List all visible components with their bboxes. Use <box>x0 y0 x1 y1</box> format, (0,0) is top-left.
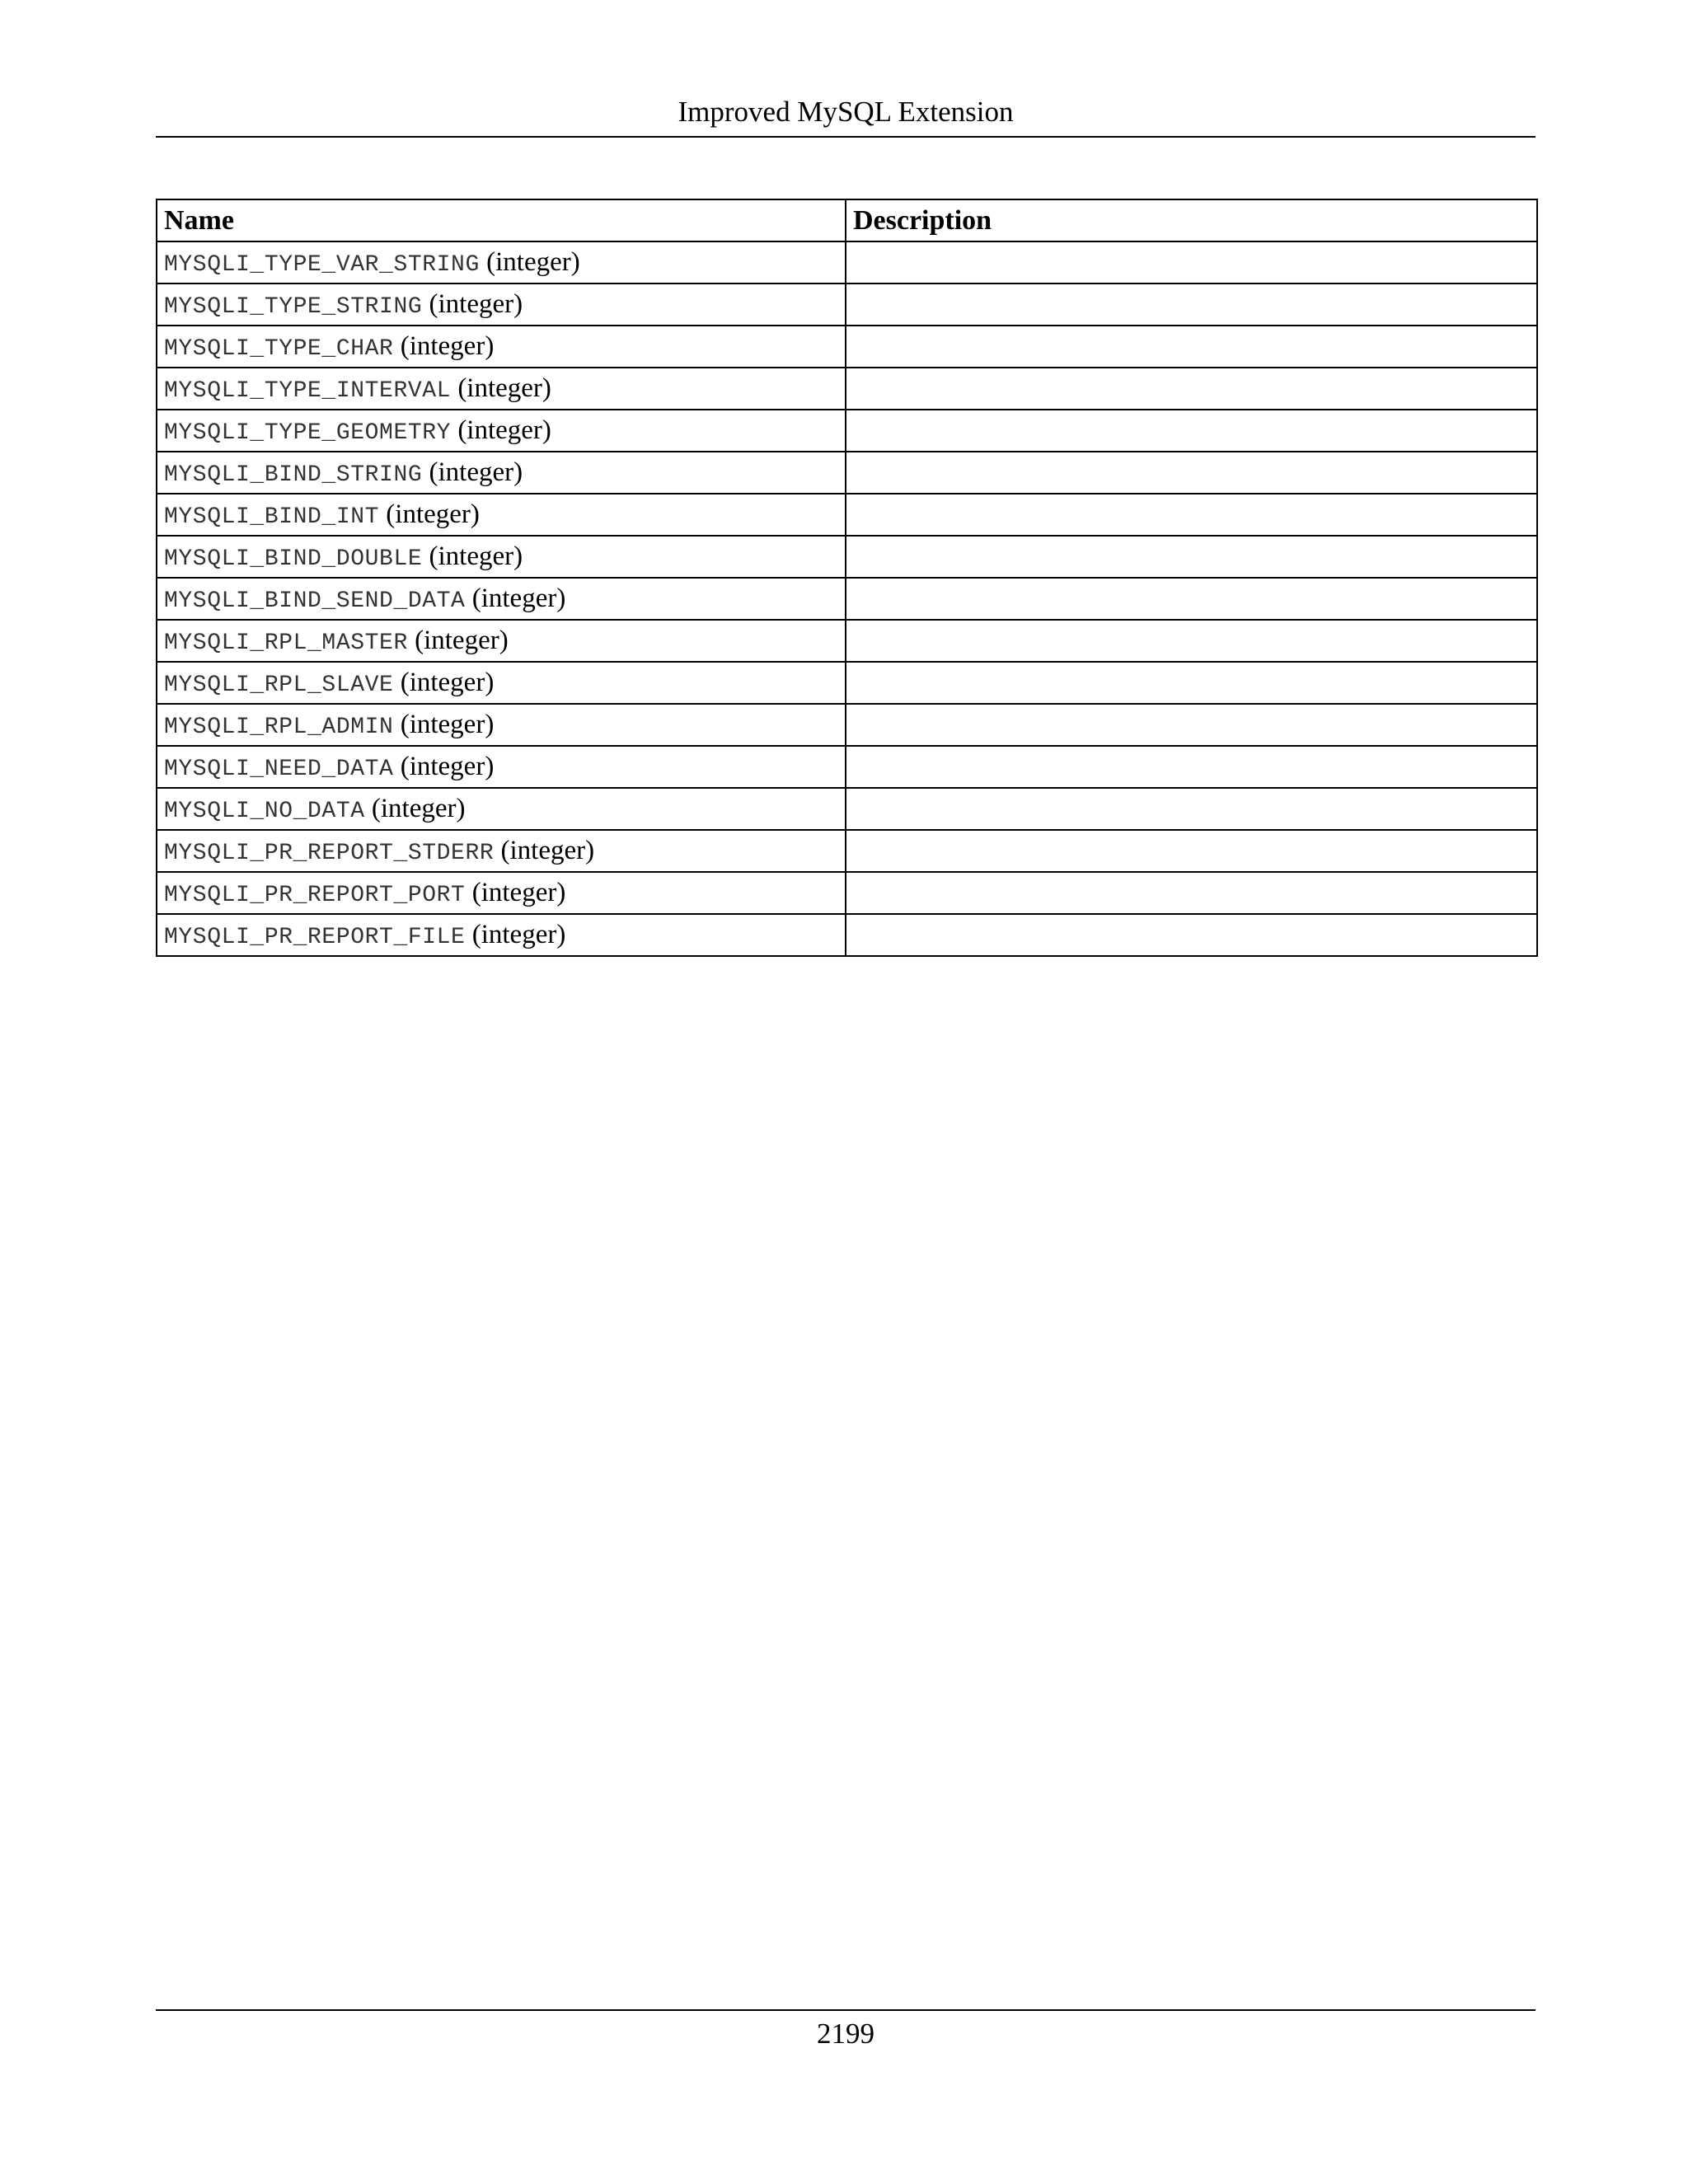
constant-description-cell <box>846 662 1537 704</box>
constant-name-cell <box>157 368 846 410</box>
table-row <box>157 536 1537 578</box>
constant-description-cell <box>846 241 1537 284</box>
constant-type: (integer) <box>471 878 566 907</box>
constant-name-cell <box>157 494 846 536</box>
constant-name-cell <box>157 872 846 914</box>
page-number: 2199 <box>817 2018 874 2050</box>
constant-type: (integer) <box>471 920 566 949</box>
constant-description-cell <box>846 326 1537 368</box>
constant-type: (integer) <box>400 710 495 739</box>
page-footer <box>156 2009 1536 2054</box>
constant-name-cell <box>157 662 846 704</box>
table-row <box>157 578 1537 620</box>
constant-name: MYSQLI_RPL_SLAVE <box>164 673 394 698</box>
constant-description-cell <box>846 578 1537 620</box>
constant-name-cell <box>157 410 846 452</box>
column-header-description: Description <box>846 199 1537 241</box>
constant-name: MYSQLI_TYPE_CHAR <box>164 336 394 362</box>
constant-name: MYSQLI_TYPE_GEOMETRY <box>164 420 452 446</box>
table-row <box>157 326 1537 368</box>
constant-type: (integer) <box>471 583 566 613</box>
table-header-row <box>157 199 1537 241</box>
constant-type: (integer) <box>500 836 595 865</box>
table-row <box>157 452 1537 494</box>
constant-description-cell <box>846 536 1537 578</box>
table-row <box>157 914 1537 956</box>
constant-name: MYSQLI_TYPE_INTERVAL <box>164 378 452 404</box>
constant-type: (integer) <box>457 415 551 445</box>
constant-name: MYSQLI_RPL_MASTER <box>164 630 408 656</box>
constant-description-cell <box>846 368 1537 410</box>
constant-type: (integer) <box>457 373 551 403</box>
constant-type: (integer) <box>386 499 480 529</box>
table-row <box>157 788 1537 830</box>
constant-type: (integer) <box>371 794 466 823</box>
constant-type: (integer) <box>429 289 523 319</box>
table-row <box>157 704 1537 746</box>
constant-type: (integer) <box>400 752 495 781</box>
constant-name-cell <box>157 788 846 830</box>
constant-description-cell <box>846 494 1537 536</box>
constant-description-cell <box>846 788 1537 830</box>
constant-name-cell <box>157 452 846 494</box>
table-row <box>157 494 1537 536</box>
constant-name: MYSQLI_PR_REPORT_STDERR <box>164 841 495 866</box>
constant-name: MYSQLI_TYPE_STRING <box>164 294 423 320</box>
constant-name-cell <box>157 536 846 578</box>
constant-name-cell <box>157 326 846 368</box>
constant-type: (integer) <box>400 668 495 697</box>
constant-name-cell <box>157 746 846 788</box>
constant-name: MYSQLI_TYPE_VAR_STRING <box>164 252 480 278</box>
constant-name-cell <box>157 830 846 872</box>
constant-name: MYSQLI_BIND_DOUBLE <box>164 546 423 572</box>
constant-description-cell <box>846 410 1537 452</box>
constants-table <box>156 199 1538 957</box>
constant-name: MYSQLI_RPL_ADMIN <box>164 715 394 740</box>
column-header-name: Name <box>157 199 846 241</box>
constant-type: (integer) <box>429 457 523 487</box>
constant-name: MYSQLI_BIND_STRING <box>164 462 423 488</box>
constant-description-cell <box>846 620 1537 662</box>
table-row <box>157 872 1537 914</box>
constant-description-cell <box>846 746 1537 788</box>
constant-description-cell <box>846 704 1537 746</box>
constant-type: (integer) <box>400 331 495 361</box>
page-header-title: Improved MySQL Extension <box>678 96 1014 128</box>
constant-name-cell <box>157 578 846 620</box>
constant-description-cell <box>846 452 1537 494</box>
constant-name: MYSQLI_NEED_DATA <box>164 757 394 782</box>
table-row <box>157 284 1537 326</box>
table-row <box>157 368 1537 410</box>
table-row <box>157 662 1537 704</box>
table-row <box>157 241 1537 284</box>
table-body <box>157 241 1537 956</box>
constant-description-cell <box>846 872 1537 914</box>
constant-description-cell <box>846 830 1537 872</box>
constant-type: (integer) <box>429 541 523 571</box>
constant-name-cell <box>157 241 846 284</box>
constant-type: (integer) <box>486 247 580 277</box>
constant-name: MYSQLI_NO_DATA <box>164 799 365 824</box>
constant-name: MYSQLI_PR_REPORT_FILE <box>164 925 466 950</box>
constant-name-cell <box>157 914 846 956</box>
constant-name: MYSQLI_BIND_SEND_DATA <box>164 588 466 614</box>
constant-name-cell <box>157 704 846 746</box>
constant-description-cell <box>846 284 1537 326</box>
constant-description-cell <box>846 914 1537 956</box>
page-header <box>156 92 1536 138</box>
constant-name: MYSQLI_BIND_INT <box>164 504 380 530</box>
table-row <box>157 746 1537 788</box>
constant-name-cell <box>157 284 846 326</box>
constant-name-cell <box>157 620 846 662</box>
constant-type: (integer) <box>415 626 509 655</box>
constant-name: MYSQLI_PR_REPORT_PORT <box>164 883 466 908</box>
table-row <box>157 620 1537 662</box>
table-row <box>157 830 1537 872</box>
table-row <box>157 410 1537 452</box>
